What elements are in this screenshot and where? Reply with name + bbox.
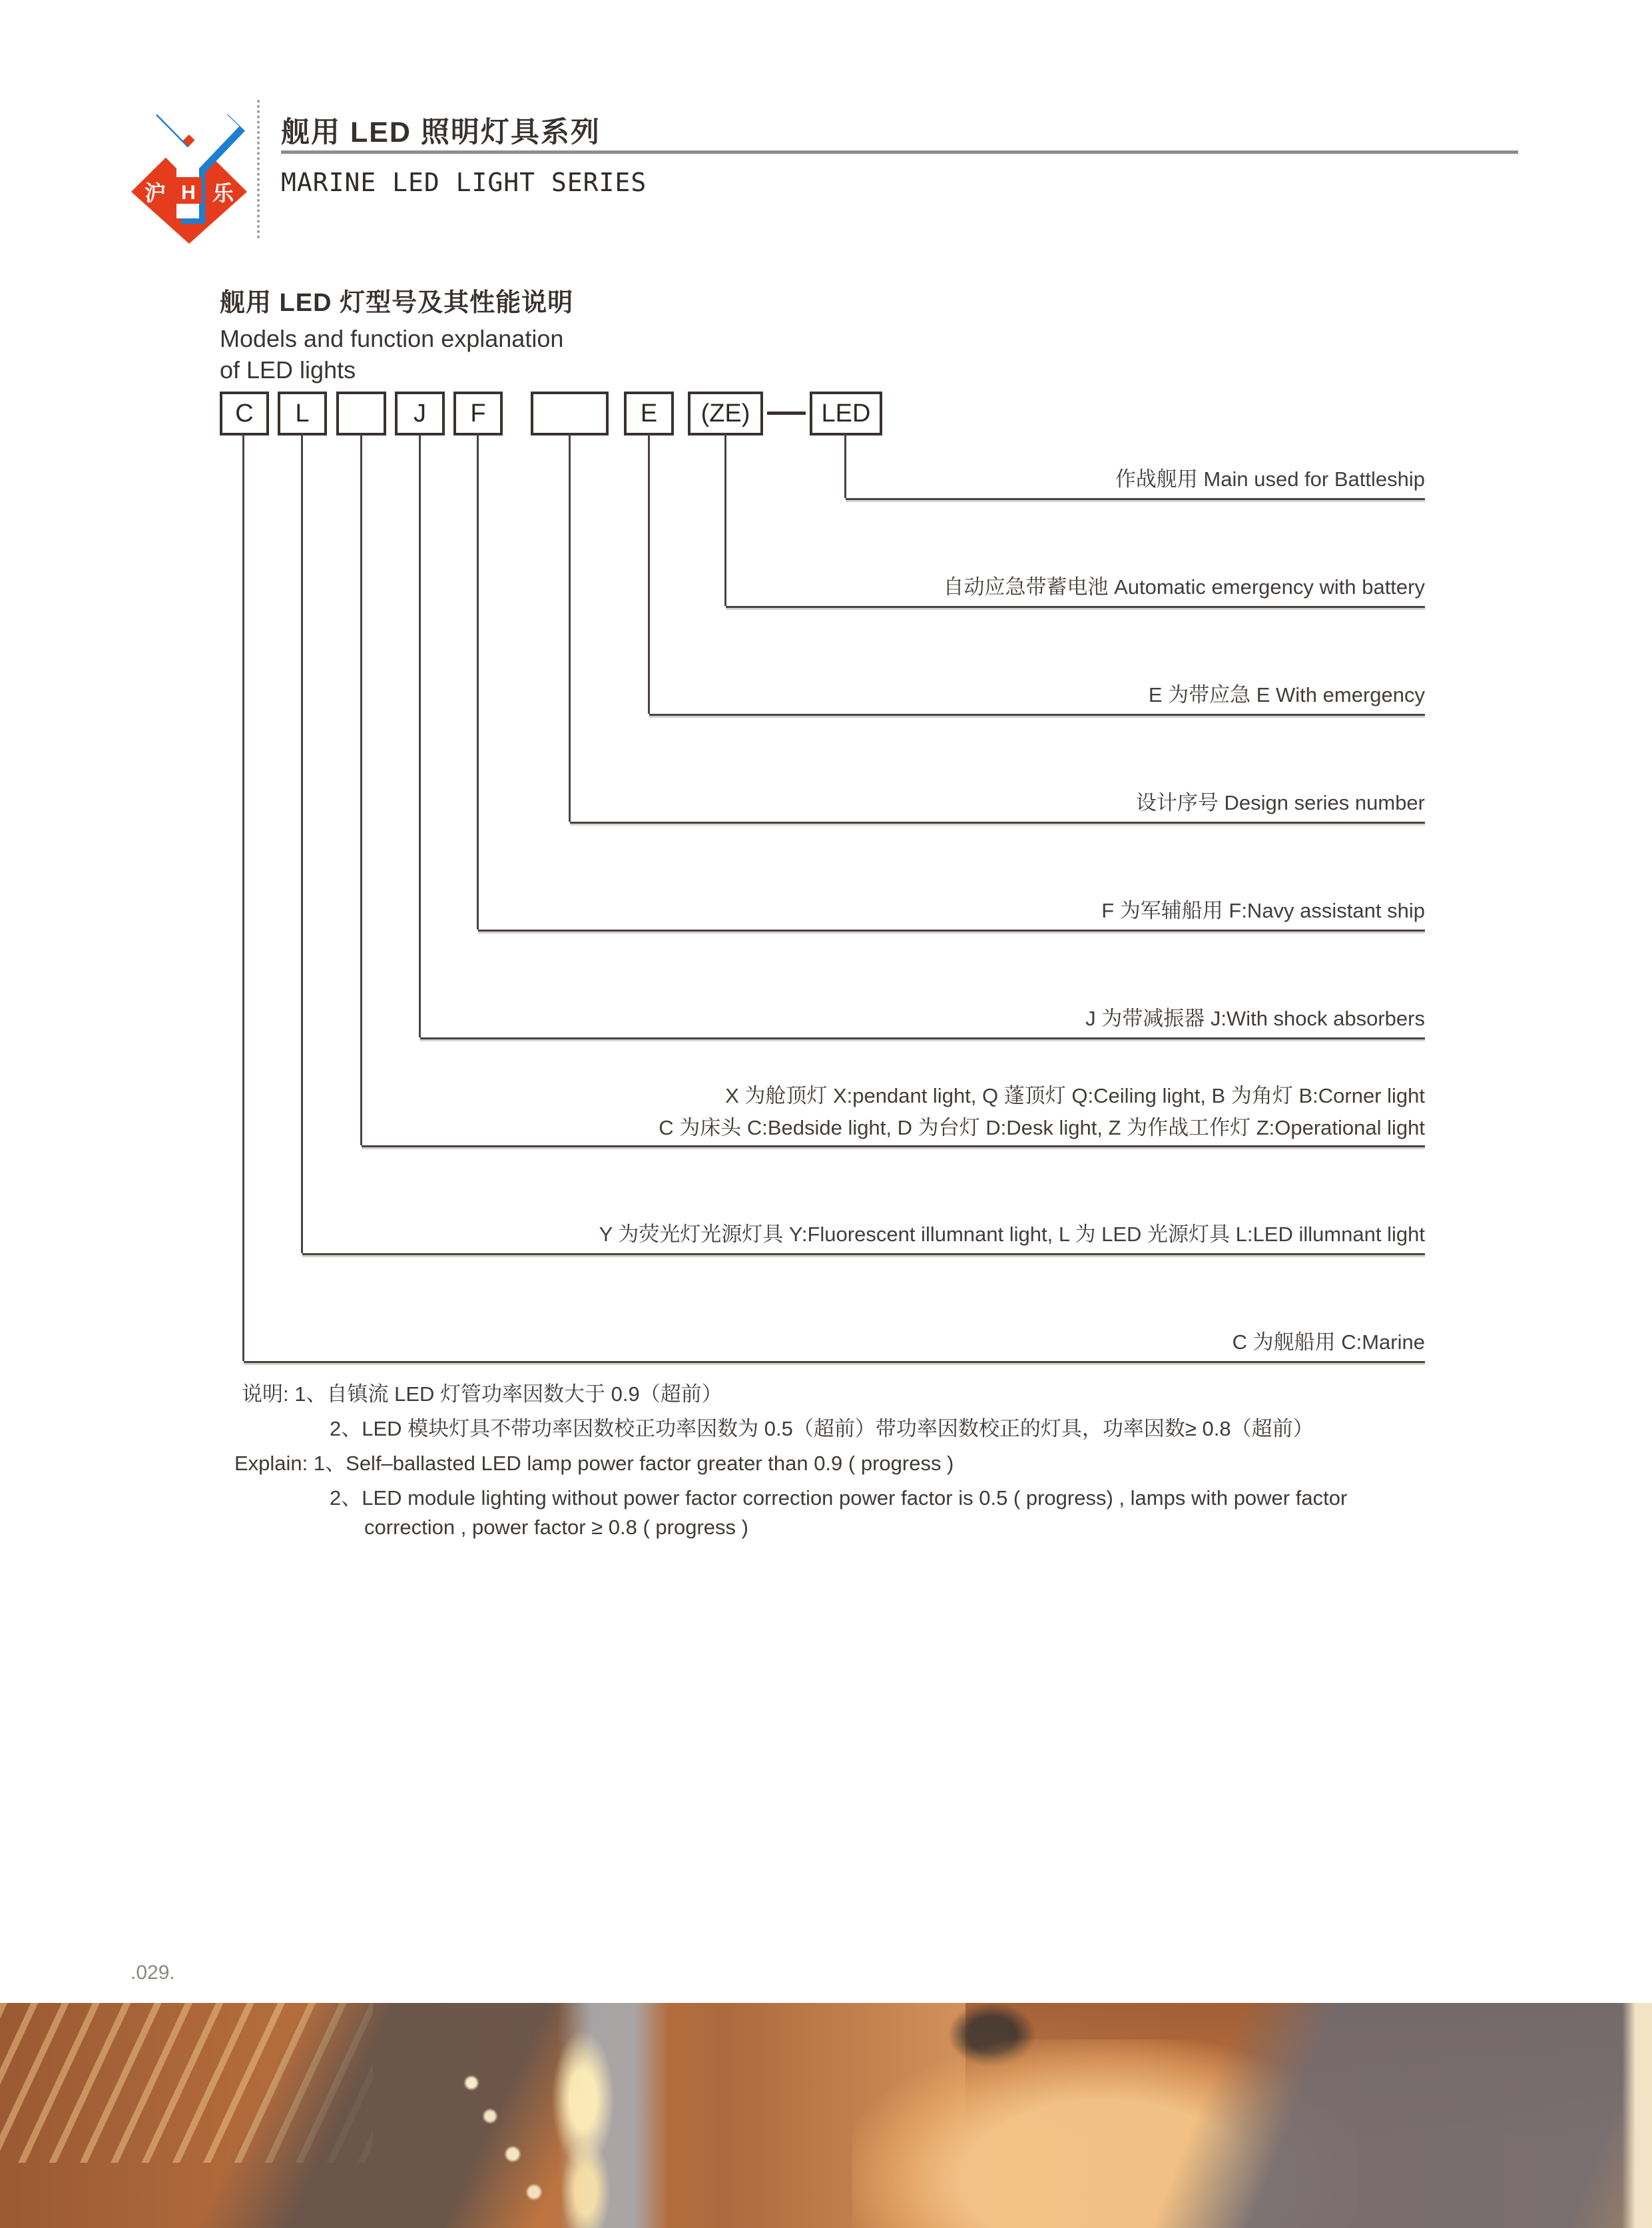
row-label-battleship: 作战舰用 Main used for Battleship [1115, 467, 1425, 491]
row-label-navy-ship: F 为军辅船用 F:Navy assistant ship [1101, 899, 1425, 922]
connector-vline [648, 434, 650, 714]
code-box-ze: (ZE) [688, 392, 763, 435]
code-box-f: F [453, 392, 503, 435]
connector-hline [726, 606, 1425, 608]
connector-vline [360, 434, 362, 1145]
section-subtitle-en-2: of LED lights [220, 356, 356, 384]
connector-vline [724, 434, 726, 606]
note-en-line3: correction , power factor ≥ 0.8 ( progress ) [364, 1516, 748, 1539]
connector-vline [419, 434, 421, 1037]
code-box-l: L [278, 392, 327, 435]
row-label-light-source: Y 为荧光灯光源灯具 Y:Fluorescent illumnant light, L 为 LED 光源灯具 L:LED illumnant light [599, 1223, 1425, 1246]
connector-vline [477, 434, 479, 930]
connector-hline [420, 1037, 1425, 1039]
connector-hline [302, 1253, 1425, 1255]
row-label-marine: C 为舰船用 C:Marine [1232, 1330, 1425, 1354]
connector-vline [844, 434, 846, 498]
code-separator-dash [767, 412, 806, 415]
row-label-emergency-battery: 自动应急带蓄电池 Automatic emergency with battery [943, 575, 1425, 599]
section-subtitle-en-1: Models and function explanation [220, 325, 564, 352]
connector-hline [649, 714, 1425, 716]
connector-hline [244, 1361, 1425, 1363]
code-box-led: LED [810, 392, 882, 435]
row-label-lamp-types [659, 1080, 1425, 1144]
brand-logo [130, 105, 248, 244]
section-title-cn: 舰用 LED 灯型号及其性能说明 [220, 289, 574, 317]
row-label-design-series: 设计序号 Design series number [1135, 791, 1425, 814]
logo-char-center: H [181, 182, 196, 204]
row-label-lamp-types-line1: X 为舱顶灯 X:pendant light, Q 蓬顶灯 Q:Ceiling light, B 为角灯 B:Corner light [725, 1084, 1425, 1107]
connector-hline [478, 930, 1425, 932]
connector-vline [301, 434, 303, 1253]
header-dotted-divider [257, 100, 260, 238]
connector-hline [570, 822, 1425, 824]
header-rule [281, 150, 1518, 154]
connector-hline [846, 498, 1425, 500]
row-label-shock-absorbers: J 为带减振器 J:With shock absorbers [1085, 1007, 1425, 1030]
header-title-cn: 舰用 LED 照明灯具系列 [281, 117, 601, 148]
row-label-with-emergency: E 为带应急 E With emergency [1148, 683, 1425, 706]
footer-photo [0, 2003, 1652, 2228]
code-box-series [531, 392, 609, 435]
row-label-lamp-types-line2: C 为床头 C:Bedside light, D 为台灯 D:Desk light, Z 为作战工作灯 Z:Operational light [659, 1116, 1425, 1139]
code-box-j: J [395, 392, 445, 435]
logo-char-right: 乐 [212, 181, 234, 205]
note-en-line2: 2、LED module lighting without power factor correction power factor is 0.5 ( progress) , lamps with power factor [330, 1486, 1348, 1510]
note-cn-line2: 2、LED 模块灯具不带功率因数校正功率因数为 0.5（超前）带功率因数校正的灯具，功率因数≥ 0.8（超前） [330, 1417, 1314, 1440]
code-box-lamp-type [336, 392, 386, 435]
note-cn-line1: 说明: 1、自镇流 LED 灯管功率因数大于 0.9（超前） [242, 1382, 722, 1406]
page-number: .029. [131, 1962, 175, 1984]
connector-vline [569, 434, 571, 822]
connector-vline [242, 434, 244, 1361]
note-en-line1: Explain: 1、Self–ballasted LED lamp power factor greater than 0.9 ( progress ) [234, 1452, 954, 1475]
connector-hline [362, 1145, 1425, 1147]
logo-char-left: 沪 [144, 181, 166, 205]
header-title-en: MARINE LED LIGHT SERIES [281, 168, 647, 197]
code-box-c: C [220, 392, 269, 435]
code-box-e: E [624, 392, 674, 435]
